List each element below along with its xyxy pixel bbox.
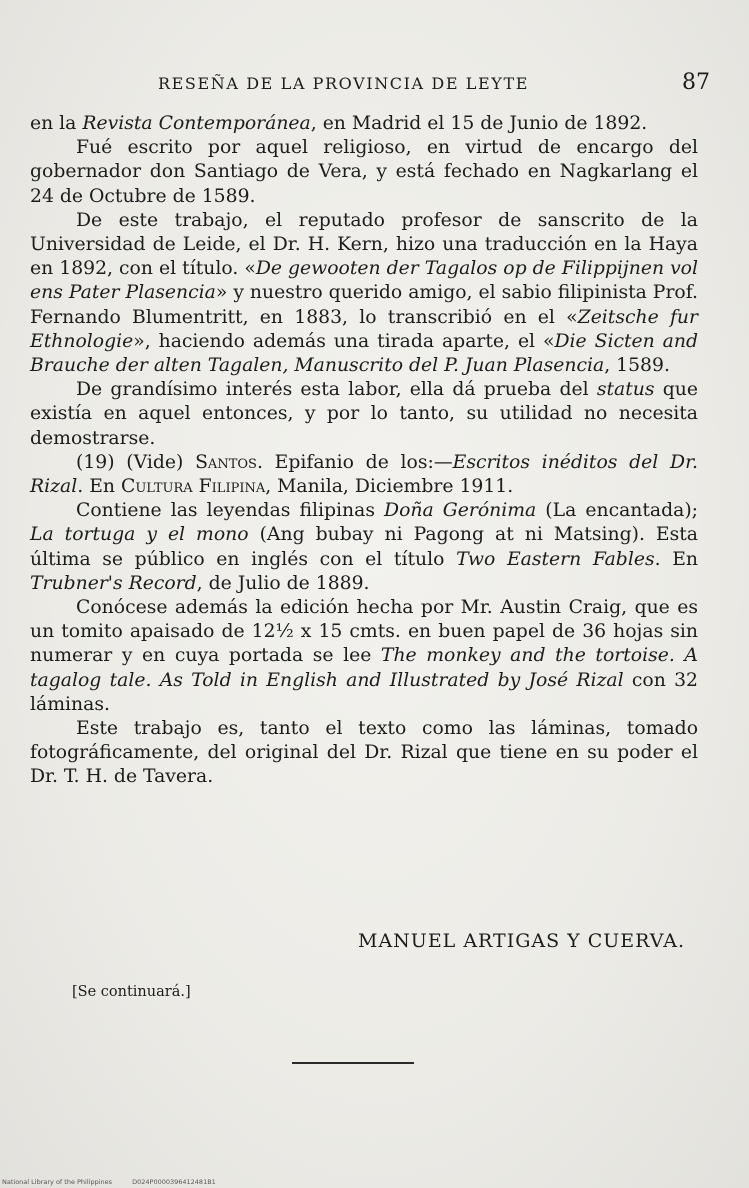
text-run: Fué escrito por aquel religioso, en virtud de encargo del gobernador don Santiago de Vera, y está fechado en Nagkarlang el 24 de Octubre de 1589. [30, 137, 698, 207]
paragraph-8 [30, 717, 698, 790]
text-run: que existía en aquel entonces, y por lo tanto, su utilidad no necesita demostrarse. [30, 379, 698, 449]
text-run: De grandísimo interés esta labor, ella dá prueba del [76, 379, 597, 401]
running-title: RESEÑA DE LA PROVINCIA DE LEYTE [158, 74, 530, 93]
text-run: . En [77, 476, 121, 498]
italic-run: La tortuga y el mono [30, 524, 249, 546]
author-signature: MANUEL ARTIGAS Y CUERVA. [358, 930, 685, 952]
continuation-note: [Se continuará.] [72, 984, 191, 1000]
italic-run: Doña Gerónima [384, 500, 537, 522]
paragraph-1 [30, 112, 698, 136]
author-name: Santos [195, 451, 257, 473]
paragraph-7 [30, 596, 698, 717]
publication-name: Cultura Filipina [120, 476, 266, 498]
scan-code: D024P0000396412481B1 [132, 1178, 216, 1186]
text-run: (Ang bubay ni Pagong at ni Matsing). Esta última se público en inglés con el título [30, 524, 698, 570]
text-run: » y nuestro querido amigo, el sabio filipinista Prof. Fernando Blumentritt, en 1883, lo transcribió en el « [30, 282, 698, 328]
paragraph-3 [30, 209, 698, 378]
text-run: De este trabajo, el reputado profesor de sanscrito de la Universidad de Leide, el Dr. H. Kern, hizo una traducción en la Haya en 1892, con el título. « [30, 209, 698, 280]
paragraph-2 [30, 136, 698, 209]
text-run: », haciendo además una tirada aparte, el « [133, 330, 555, 352]
page-header [40, 70, 710, 102]
italic-run: Two Eastern Fables [456, 548, 655, 570]
text-run: . En [654, 548, 698, 570]
italic-run: Trubner's Record [30, 572, 197, 594]
closing-rule [292, 1062, 414, 1064]
paragraph-4 [30, 378, 698, 451]
paragraph-6 [30, 499, 698, 596]
library-credit: National Library of the Philippines [2, 1178, 113, 1186]
italic-run: Revista Contemporánea [82, 113, 311, 134]
text-run: , Manila, Diciembre 1911. [265, 476, 514, 498]
text-run: , en Madrid el 15 de Junio de 1892. [310, 113, 648, 134]
text-run: . Epifanio de los:— [256, 451, 453, 473]
text-run: , de Julio de 1889. [196, 572, 370, 594]
text-run: con 32 láminas. [30, 669, 698, 715]
body-text [30, 112, 698, 790]
text-run: Contiene las leyendas filipinas [76, 500, 385, 522]
italic-run: Escritos inéditos del Dr. Rizal [30, 451, 698, 498]
text-run: en la [30, 113, 83, 134]
footnote-19 [30, 451, 698, 499]
italic-run: status [596, 379, 655, 401]
text-run: (19) (Vide) [76, 451, 196, 473]
text-run: (La encantada); [536, 500, 698, 522]
italic-run: The monkey and the tortoise. A tagalog tale. As Told in English and Illustrated by José Rizal [30, 645, 698, 691]
text-run: Conócese además la edición hecha por Mr. Austin Craig, que es un tomito apaisado de 12½ x 15 cmts. en buen papel de 36 hojas sin numerar y en cuya portada se lee [30, 597, 698, 667]
text-run: , 1589. [604, 355, 670, 377]
text-run: Este trabajo es, tanto el texto como las láminas, tomado fotográficamente, del original del Dr. Rizal que tiene en su poder el Dr. T. H. de Tavera. [30, 718, 698, 788]
italic-run: Zeitsche fur Ethnologie [30, 306, 698, 352]
italic-run: Die Sicten and Brauche der alten Tagalen, Manuscrito del P. Juan Plasencia [30, 330, 698, 377]
scan-footer [2, 1178, 234, 1186]
italic-run: De gewooten der Tagalos op de Filippijnen vol ens Pater Plasencia [30, 258, 698, 304]
page-number: 87 [682, 70, 710, 95]
